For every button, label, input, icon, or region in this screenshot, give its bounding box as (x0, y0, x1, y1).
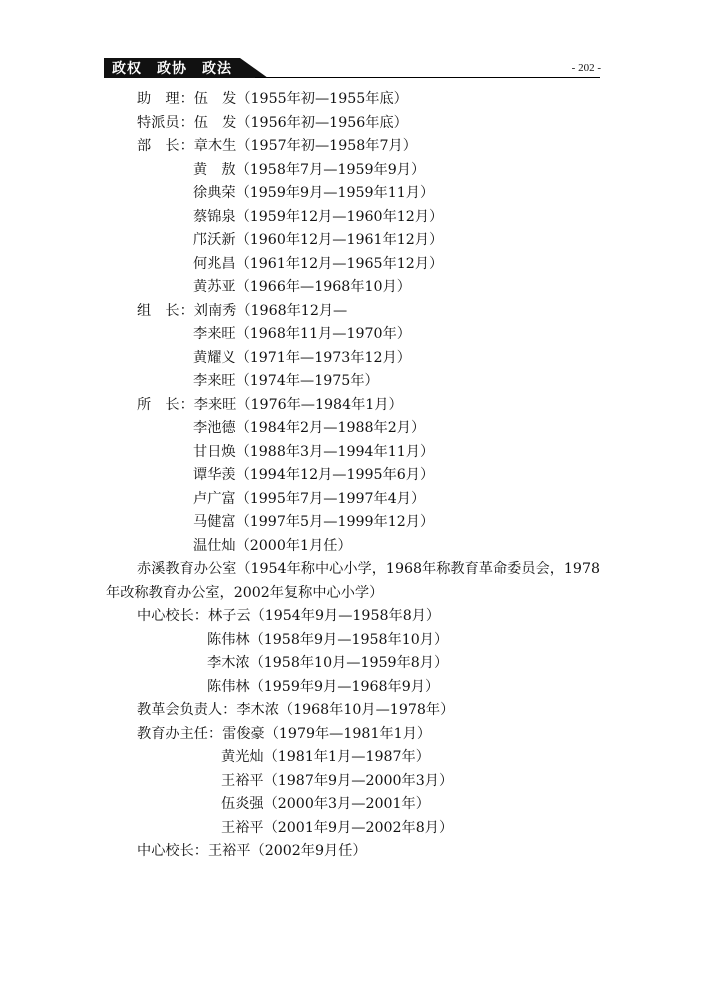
entry-line: 陈伟林（1959年9月—1968年9月） (207, 678, 440, 695)
entry-line: 黄 敖（1958年7月—1959年9月） (193, 161, 426, 178)
entry-text: 李来旺（1976年—1984年1月） (193, 396, 403, 413)
page-number: - 202 - (571, 62, 601, 74)
entry-line: 王裕平（2001年9月—2002年8月） (221, 819, 454, 836)
entry-line: 谭华羡（1994年12月—1995年6月） (193, 467, 435, 483)
entry-line: 温仕灿（2000年1月任） (193, 537, 352, 554)
entry-line: 李来旺（1974年—1975年） (193, 373, 379, 389)
entry-text: 章木生（1957年初—1958年7月） (193, 138, 417, 154)
entry-text: 刘南秀（1968年12月— (193, 302, 348, 319)
entry-line (106, 699, 600, 723)
entry-line: 蔡锦泉（1959年12月—1960年12月） (193, 208, 444, 225)
entry-line (106, 88, 600, 112)
entry-line (106, 605, 600, 629)
header-rule (255, 77, 600, 78)
role-label: 特派员： (137, 114, 194, 131)
role-label: 部 长： (137, 138, 194, 154)
role-label: 助 理： (137, 91, 194, 107)
entry-line (106, 394, 600, 418)
entry-line: 黄耀义（1971年—1973年12月） (193, 349, 411, 366)
entry-text: 王裕平（2002年9月任） (207, 843, 367, 859)
entry-line: 何兆昌（1961年12月—1965年12月） (193, 255, 444, 272)
header-title: 政权 政协 政法 (112, 61, 232, 77)
entry-line: 马健富（1997年5月—1999年12月） (193, 514, 435, 530)
entry-line: 邝沃新（1960年12月—1961年12月） (193, 232, 444, 248)
role-label: 中心校长： (137, 608, 208, 624)
entry-line: 李木浓（1958年10月—1959年8月） (207, 655, 449, 671)
entry-line: 李池德（1984年2月—1988年2月） (193, 420, 426, 436)
entry-line: 甘日焕（1988年3月—1994年11月） (193, 443, 435, 460)
role-label: 组 长： (137, 302, 194, 319)
entry-text: 林子云（1954年9月—1958年8月） (207, 608, 441, 624)
entry-line (106, 300, 600, 324)
entry-line: 李来旺（1968年11月—1970年） (193, 326, 411, 342)
entry-text: 伍 发（1956年初—1956年底） (193, 114, 408, 131)
role-label: 教育办主任： (137, 725, 223, 742)
entry-line: 黄苏亚（1966年—1968年10月） (193, 279, 411, 295)
entry-line: 卢广富（1995年7月—1997年4月） (193, 490, 426, 507)
role-label: 所 长： (137, 396, 194, 413)
entry-line: 伍炎强（2000年3月—2001年） (221, 796, 430, 812)
entry-line (106, 723, 600, 747)
role-label: 教革会负责人： (137, 702, 237, 718)
entry-text: 伍 发（1955年初—1955年底） (193, 91, 408, 107)
section-paragraph: 赤溪教育办公室（1954年称中心小学，1968年称教育革命委员会，1978年改称教育办公室，2002年复称中心小学） (106, 561, 601, 601)
entry-line: 陈伟林（1958年9月—1958年10月） (207, 631, 449, 648)
entry-line (106, 112, 600, 136)
entry-line: 徐典荣（1959年9月—1959年11月） (193, 185, 435, 201)
entry-line: 黄光灿（1981年1月—1987年） (221, 749, 430, 765)
document-body (106, 88, 600, 864)
entry-text: 李木浓（1968年10月—1978年） (236, 702, 455, 718)
entry-line (106, 135, 600, 159)
entry-text: 雷俊豪（1979年—1981年1月） (222, 725, 432, 742)
role-label: 中心校长： (137, 843, 208, 859)
entry-line: 王裕平（1987年9月—2000年3月） (221, 772, 454, 789)
entry-line (106, 840, 600, 864)
